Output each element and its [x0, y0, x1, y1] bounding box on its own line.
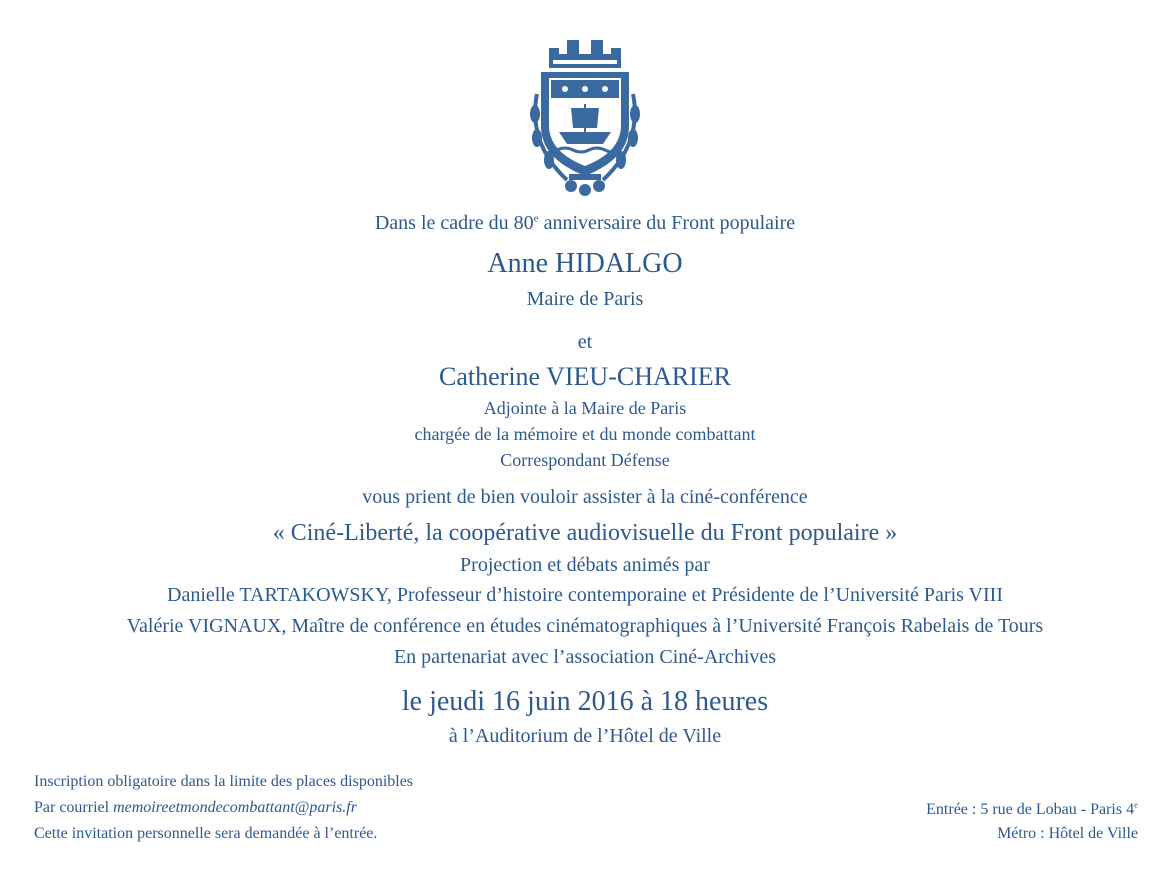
host2-name: Catherine VIEU-CHARIER [439, 362, 731, 391]
paris-coat-of-arms-icon [527, 34, 643, 198]
entry-address-text: Entrée : 5 rue de Lobau - Paris 4 [926, 801, 1135, 818]
conference-title: « Ciné-Liberté, la coopérative audiovisuelle du Front populaire » [272, 520, 898, 546]
entry-address-sup: e [1134, 799, 1138, 810]
host2-title3: Correspondant Défense [500, 450, 670, 470]
email-prefix: Par courriel [34, 799, 114, 816]
event-date: le jeudi 16 juin 2016 à 18 heures [401, 686, 769, 717]
metro-station: Métro : Hôtel de Ville [997, 825, 1138, 842]
email-line [34, 799, 357, 817]
projection-line: Projection et débats animés par [460, 554, 710, 576]
host1-name: Anne HIDALGO [487, 248, 683, 279]
conjunction: et [577, 331, 593, 353]
anniversary-sup: e [533, 212, 539, 225]
host2-title1: Adjointe à la Maire de Paris [483, 398, 687, 418]
anniversary-before: Dans le cadre du 80 [374, 212, 534, 234]
anniversary-after: anniversaire du Front populaire [538, 212, 796, 234]
speaker-1: Danielle TARTAKOWSKY, Professeur d’histoire contemporaine et Présidente de l’Université Paris VIII [167, 584, 1003, 606]
event-venue: à l’Auditorium de l’Hôtel de Ville [448, 725, 722, 747]
email-link[interactable]: memoireetmondecombattant@paris.fr [113, 799, 357, 816]
anniversary-line [0, 212, 1170, 235]
registration-note: Inscription obligatoire dans la limite des places disponibles [34, 773, 414, 790]
host1-title: Maire de Paris [526, 288, 644, 310]
invitation-line: vous prient de bien vouloir assister à la ciné-conférence [362, 486, 808, 508]
partnership-line: En partenariat avec l’association Ciné-Archives [393, 646, 777, 668]
personal-invitation-note: Cette invitation personnelle sera demandée à l’entrée. [34, 825, 378, 842]
entry-address [926, 801, 1138, 819]
speaker-2: Valérie VIGNAUX, Maître de conférence en études cinématographiques à l’Université François Rabelais de Tours [126, 615, 1044, 637]
host2-title2: chargée de la mémoire et du monde combattant [414, 424, 756, 444]
